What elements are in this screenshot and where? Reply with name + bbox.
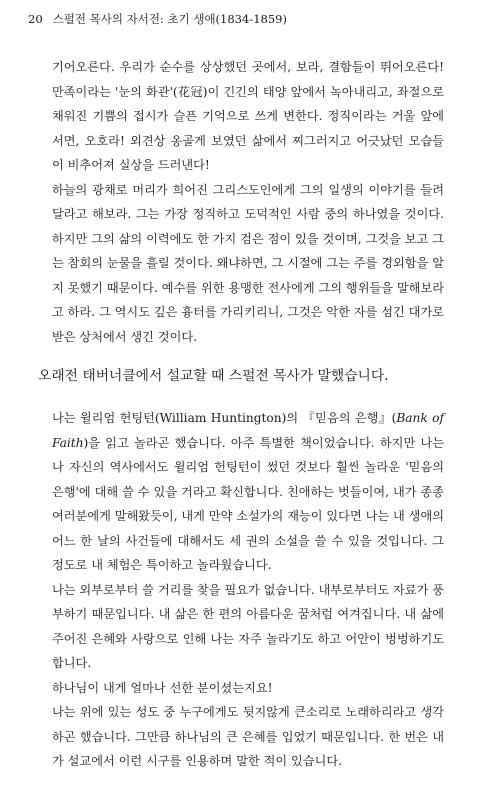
- body-text-block-2: [52, 406, 444, 774]
- text-run: )의 『믿음의 은행』(: [281, 411, 397, 425]
- paragraph: 하늘의 광채로 머리가 희어진 그리스도인에게 그의 일생의 이야기를 들려달라고 해보라. 그는 가장 정직하고 도덕적인 사람 중의 하나였을 것이다. 하지만 그의 삶의 이력에도 한 가지 검은 점이 있을 것이며, 그것을 보고 그는 참회의 눈물을 흘릴 것이다. 왜냐하면, 그 시절에 그는 주를 경외함을 알지 못했기 때문이다. 예수를 위한 용맹한 전사에게 그의 행위들을 말해보라고 하라. 그 역시도 깊은 흉터를 가리키리니, 그것은 악한 자를 섬긴 대가로 받은 상처에서 생긴 것이다.: [52, 182, 444, 344]
- paragraph: 나는 위에 있는 성도 중 누구에게도 뒷지않게 큰소리로 노래하리라고 생각하곤 했습니다. 그만큼 하나님의 큰 은혜를 입었기 때문입니다. 한 번은 내가 설교에서 이런 시구를 인용하며 말한 적이 있습니다.: [52, 705, 444, 768]
- running-title: 스펄전 목사의 자서전: 초기 생애(1834-1859): [52, 12, 287, 26]
- text-run: )을 읽고 놀라곤 했습니다. 아주 특별한 책이었습니다. 하지만 나는 나 자신의 역사에서도 윌리엄 헌팅턴이 썼던 것보다 훨씬 놀라운 '믿음의 은행'에 대해 쓸 수 있을 거라고 확신합니다. 친애하는 벗들이여, 내가 종종 여러분에게 말해왔듯이, 내게 만약 소설가의 재능이 있다면 나는 내 생애의 어느 한 날의 사건들에 대해서도 세 권의 소설을 쓸 수 있을 것입니다. 그 정도로 내 체험은 특이하고 놀라웠습니다.: [52, 435, 444, 572]
- paragraph: 나는 외부로부터 쓸 거리를 찾을 필요가 없습니다. 내부로부터도 자료가 풍부하기 때문입니다. 내 삶은 한 편의 아름다운 꿈처럼 여겨집니다. 내 삶에 주어진 은혜와 사랑으로 인해 나는 자주 놀라기도 하고 어안이 벙벙하기도 합니다.: [52, 582, 444, 670]
- text-run: 나는 윌리엄 헌팅턴(: [52, 411, 160, 425]
- body-text-block-1: [52, 55, 444, 349]
- running-header: [28, 12, 287, 26]
- page-number: 20: [28, 12, 43, 26]
- book-title-english: Bank of Faith: [52, 411, 444, 450]
- paragraph: 기어오른다. 우리가 순수를 상상했던 곳에서, 보라, 결함들이 뛰어오른다! 만족이라는 '눈의 화관'(花冠)이 긴긴의 태양 앞에서 녹아내리고, 좌절으로 채워진 기쁨의 접시가 슬픈 기억으로 쓰게 변한다. 정직이라는 거울 앞에 서면, 오호라! 외견상 옹골게 보였던 삶에서 찌그러지고 어긋났던 모습들이 비추어져 실상을 드러낸다!: [52, 60, 444, 172]
- english-name: William Huntington: [159, 411, 282, 425]
- paragraph: [52, 406, 444, 578]
- paragraph: 하나님이 내게 얼마나 선한 분이셨는지요!: [52, 680, 273, 695]
- section-heading: 오래전 태버너클에서 설교할 때 스펄전 목사가 말했습니다.: [38, 368, 389, 384]
